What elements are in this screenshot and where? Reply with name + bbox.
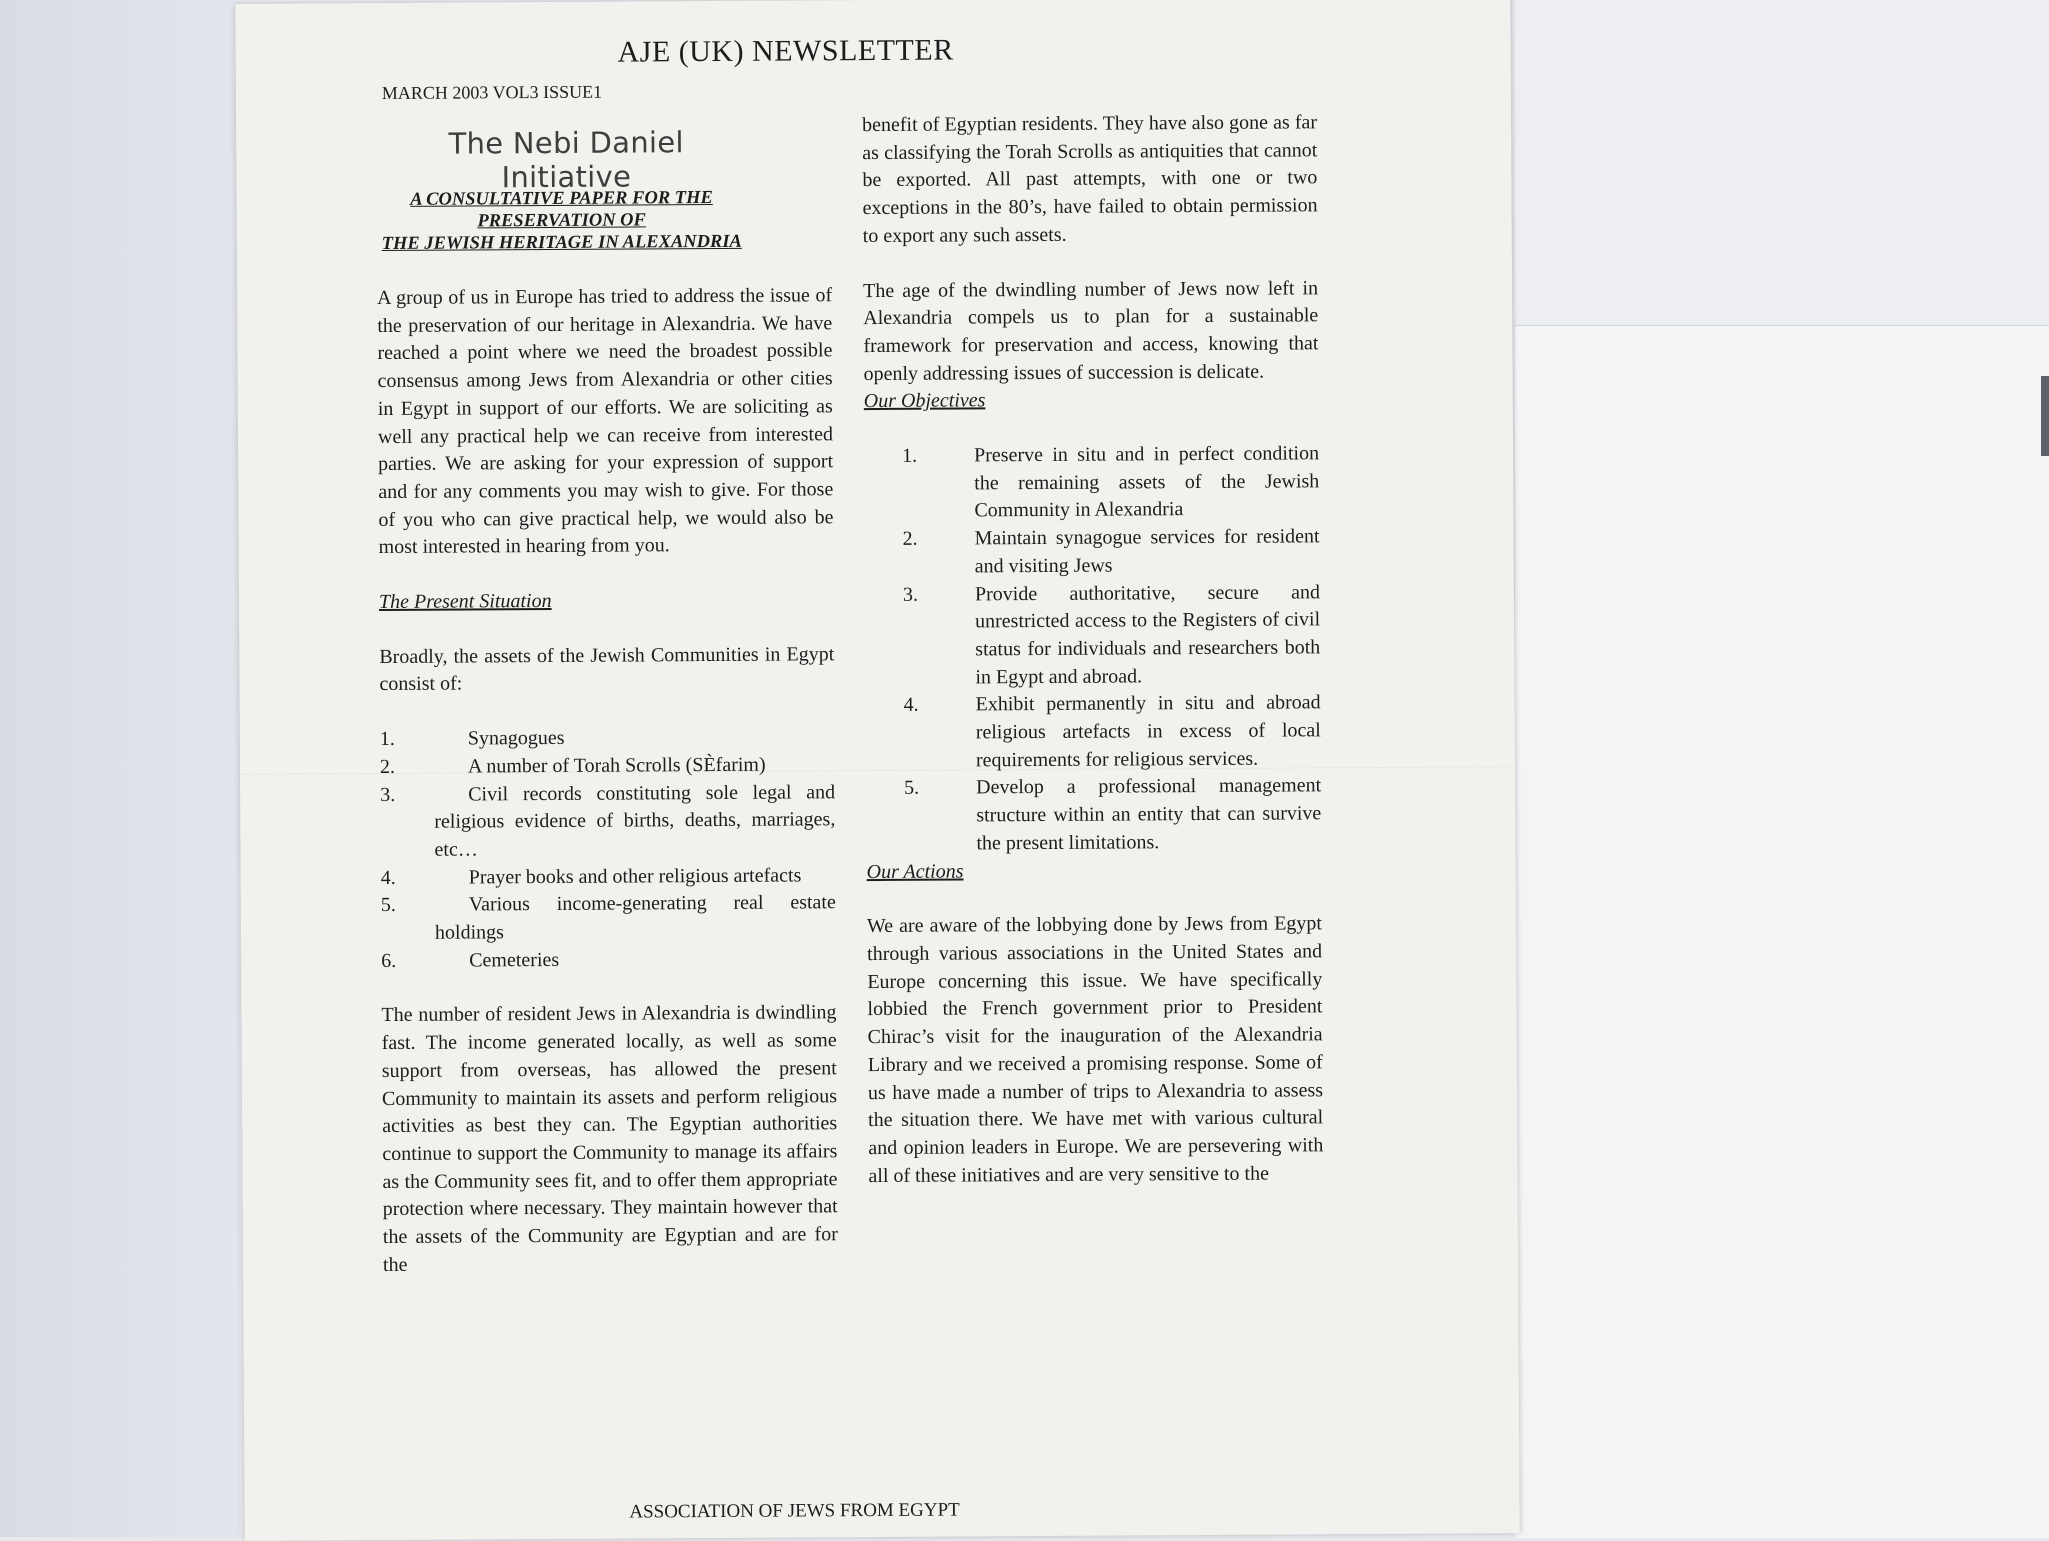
age-paragraph: The age of the dwindling number of Jews now left in Alexandria compels us to plan for a sustainable framework for preservation and access, knowing that openly addressing issues of succession is delicate. [863, 276, 1319, 385]
continuation-paragraph: benefit of Egyptian residents. They have also gone as far as classifying the Torah Scrolls as antiquities that cannot be exported. All past attempts, with one or two exceptions in the 80’s, have failed to obtain permission to export any such assets. [862, 111, 1318, 247]
actions-heading: Our Actions [866, 860, 964, 883]
left-column [377, 282, 838, 1279]
initiative-title: The Nebi Daniel Initiative [448, 125, 684, 195]
intro-paragraph: A group of us in Europe has tried to address the issue of the preservation of our heritage in Alexandria. We have reached a point where we need the broadest possible consensus among Jews from Alexandria or other cities in Egypt in support of our efforts. We are soliciting as well any practical help we can receive from interested parties. We are asking for your expression of support and for any comments you may wish to give. For those of you who can give practical help, we would also be most interested in hearing from you. [377, 284, 834, 559]
subtitle [366, 187, 756, 255]
list-item: 4. Prayer books and other religious artefacts [380, 864, 802, 889]
list-item: 5. Various income-generating real estate holdings [380, 891, 836, 944]
subtitle-line: THE JEWISH HERITAGE IN ALEXANDRIA [381, 231, 742, 255]
assets-list [380, 723, 837, 975]
list-item: 4. Exhibit permanently in situ and abroad religious artefacts in excess of local requirements for religious services. [903, 691, 1321, 772]
objectives-list [864, 440, 1322, 858]
footer: ASSOCIATION OF JEWS FROM EGYPT [629, 1499, 960, 1523]
sheet-edge [2041, 376, 2049, 456]
subtitle-line: A CONSULTATIVE PAPER FOR THE [410, 187, 713, 210]
right-column [862, 109, 1324, 1190]
subtitle-line: PRESERVATION OF [477, 210, 646, 232]
actions-paragraph: We are aware of the lobbying done by Jews from Egypt through various associations in the United States and Europe concerning this issue. We have specifically lobbied the French government prior to President Chirac’s visit for the inauguration of the Alexandria Library and we received a promising response. Some of us have made a number of trips to Alexandria to assess the situation there. We have met with various cultural and opinion leaders in Europe. We are persevering with all of these initiatives and are very sensitive to the [866, 912, 1324, 1187]
background-left [0, 0, 240, 1537]
issue-line: MARCH 2003 VOL3 ISSUE1 [381, 81, 603, 104]
list-item: 6. Cemeteries [381, 948, 560, 972]
list-item: 1. Synagogues [379, 727, 565, 751]
present-situation-heading: The Present Situation [378, 590, 552, 614]
second-sheet [1515, 325, 2049, 1538]
objectives-heading: Our Objectives [863, 389, 986, 413]
newsletter-page [235, 0, 1519, 1541]
assets-intro: Broadly, the assets of the Jewish Communities in Egypt consist of: [379, 642, 835, 696]
masthead: AJE (UK) NEWSLETTER [617, 33, 954, 69]
list-item: 2. A number of Torah Scrolls (SÈfarim) [379, 753, 766, 778]
list-item: 3. Provide authoritative, secure and unrestricted access to the Registers of civil status for individuals and researchers both in Egypt and abroad. [902, 580, 1321, 689]
list-item: 3. Civil records constituting sole legal and religious evidence of births, deaths, marriages, etc… [380, 780, 836, 861]
list-item: 1. Preserve in situ and in perfect condition the remaining assets of the Jewish Community in Alexandria [902, 442, 1320, 522]
list-item: 2. Maintain synagogue services for resident and visiting Jews [902, 525, 1320, 578]
dwindling-paragraph: The number of resident Jews in Alexandria is dwindling fast. The income generated locally, as well as some support from overseas, has allowed the present Community to maintain its assets and perform religious activities as best they can. The Egyptian authorities continue to support the Community to manage its affairs as the Community sees fit, and to offer them appropriate protection where necessary. They maintain however that the assets of the Community are Egyptian and are for the [381, 1001, 838, 1276]
list-item: 5. Develop a professional management structure within an entity that can survive the present limitations. [904, 774, 1322, 855]
